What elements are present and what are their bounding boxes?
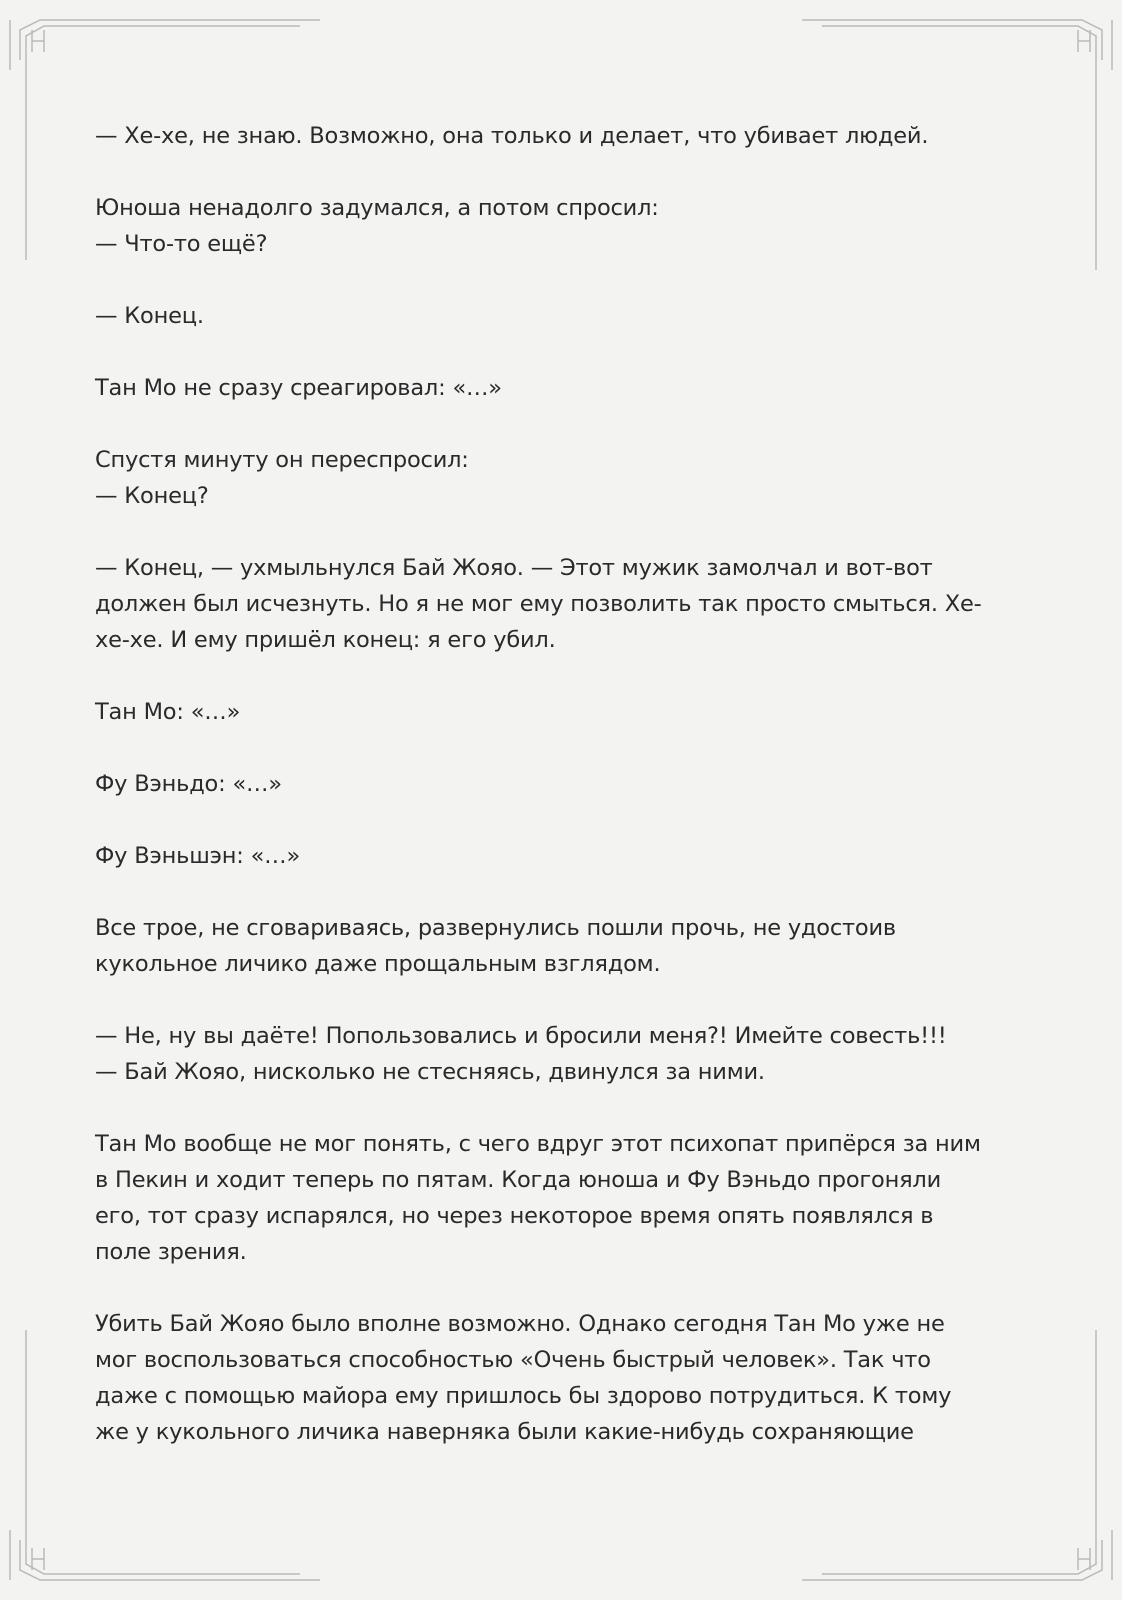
paragraph [95, 118, 1025, 154]
paragraph [95, 550, 1025, 658]
text-line: Тан Мо вообще не мог понять, с чего вдруг этот психопат припёрся за ним [95, 1131, 981, 1157]
page-body-text [95, 118, 1025, 1486]
text-line: Фу Вэньдо: «…» [95, 771, 282, 797]
text-line: даже с помощью майора ему пришлось бы здорово потрудиться. К тому [95, 1383, 952, 1409]
paragraph [95, 1126, 1025, 1270]
text-line: — Не, ну вы даёте! Попользовались и бросили меня?! Имейте совесть!!! [95, 1023, 947, 1049]
paragraph [95, 442, 1025, 514]
text-line: Юноша ненадолго задумался, а потом спросил: [95, 195, 659, 221]
text-line: Тан Мо: «…» [95, 699, 241, 725]
text-line: — Конец? [95, 483, 209, 509]
paragraph [95, 694, 1025, 730]
text-line: кукольное личико даже прощальным взглядом. [95, 951, 661, 977]
text-line: — Конец. [95, 303, 204, 329]
paragraph [95, 838, 1025, 874]
text-line: Фу Вэньшэн: «…» [95, 843, 301, 869]
paragraph [95, 1018, 1025, 1090]
text-line: в Пекин и ходит теперь по пятам. Когда юноша и Фу Вэньдо прогоняли [95, 1167, 942, 1193]
text-line: Тан Мо не сразу среагировал: «…» [95, 375, 502, 401]
paragraph [95, 910, 1025, 982]
text-line: Убить Бай Жояо было вполне возможно. Однако сегодня Тан Мо уже не [95, 1311, 945, 1337]
paragraph [95, 766, 1025, 802]
text-line: мог воспользоваться способностью «Очень быстрый человек». Так что [95, 1347, 931, 1373]
text-line: хе-хе. И ему пришёл конец: я его убил. [95, 627, 556, 653]
paragraph [95, 190, 1025, 262]
text-line: же у кукольного личика наверняка были какие-нибудь сохраняющие [95, 1419, 914, 1445]
text-line: поле зрения. [95, 1239, 247, 1265]
paragraph [95, 298, 1025, 334]
text-line: — Что-то ещё? [95, 231, 268, 257]
paragraph [95, 1306, 1025, 1450]
text-line: его, тот сразу испарялся, но через некоторое время опять появлялся в [95, 1203, 934, 1229]
text-line: — Конец, — ухмыльнулся Бай Жояо. — Этот мужик замолчал и вот-вот [95, 555, 933, 581]
text-line: — Бай Жояо, нисколько не стесняясь, двинулся за ними. [95, 1059, 765, 1085]
text-line: должен был исчезнуть. Но я не мог ему позволить так просто смыться. Хе- [95, 591, 982, 617]
text-line: Все трое, не сговариваясь, развернулись пошли прочь, не удостоив [95, 915, 896, 941]
text-line: — Хе-хе, не знаю. Возможно, она только и делает, что убивает людей. [95, 123, 929, 149]
text-line: Спустя минуту он переспросил: [95, 447, 469, 473]
paragraph [95, 370, 1025, 406]
